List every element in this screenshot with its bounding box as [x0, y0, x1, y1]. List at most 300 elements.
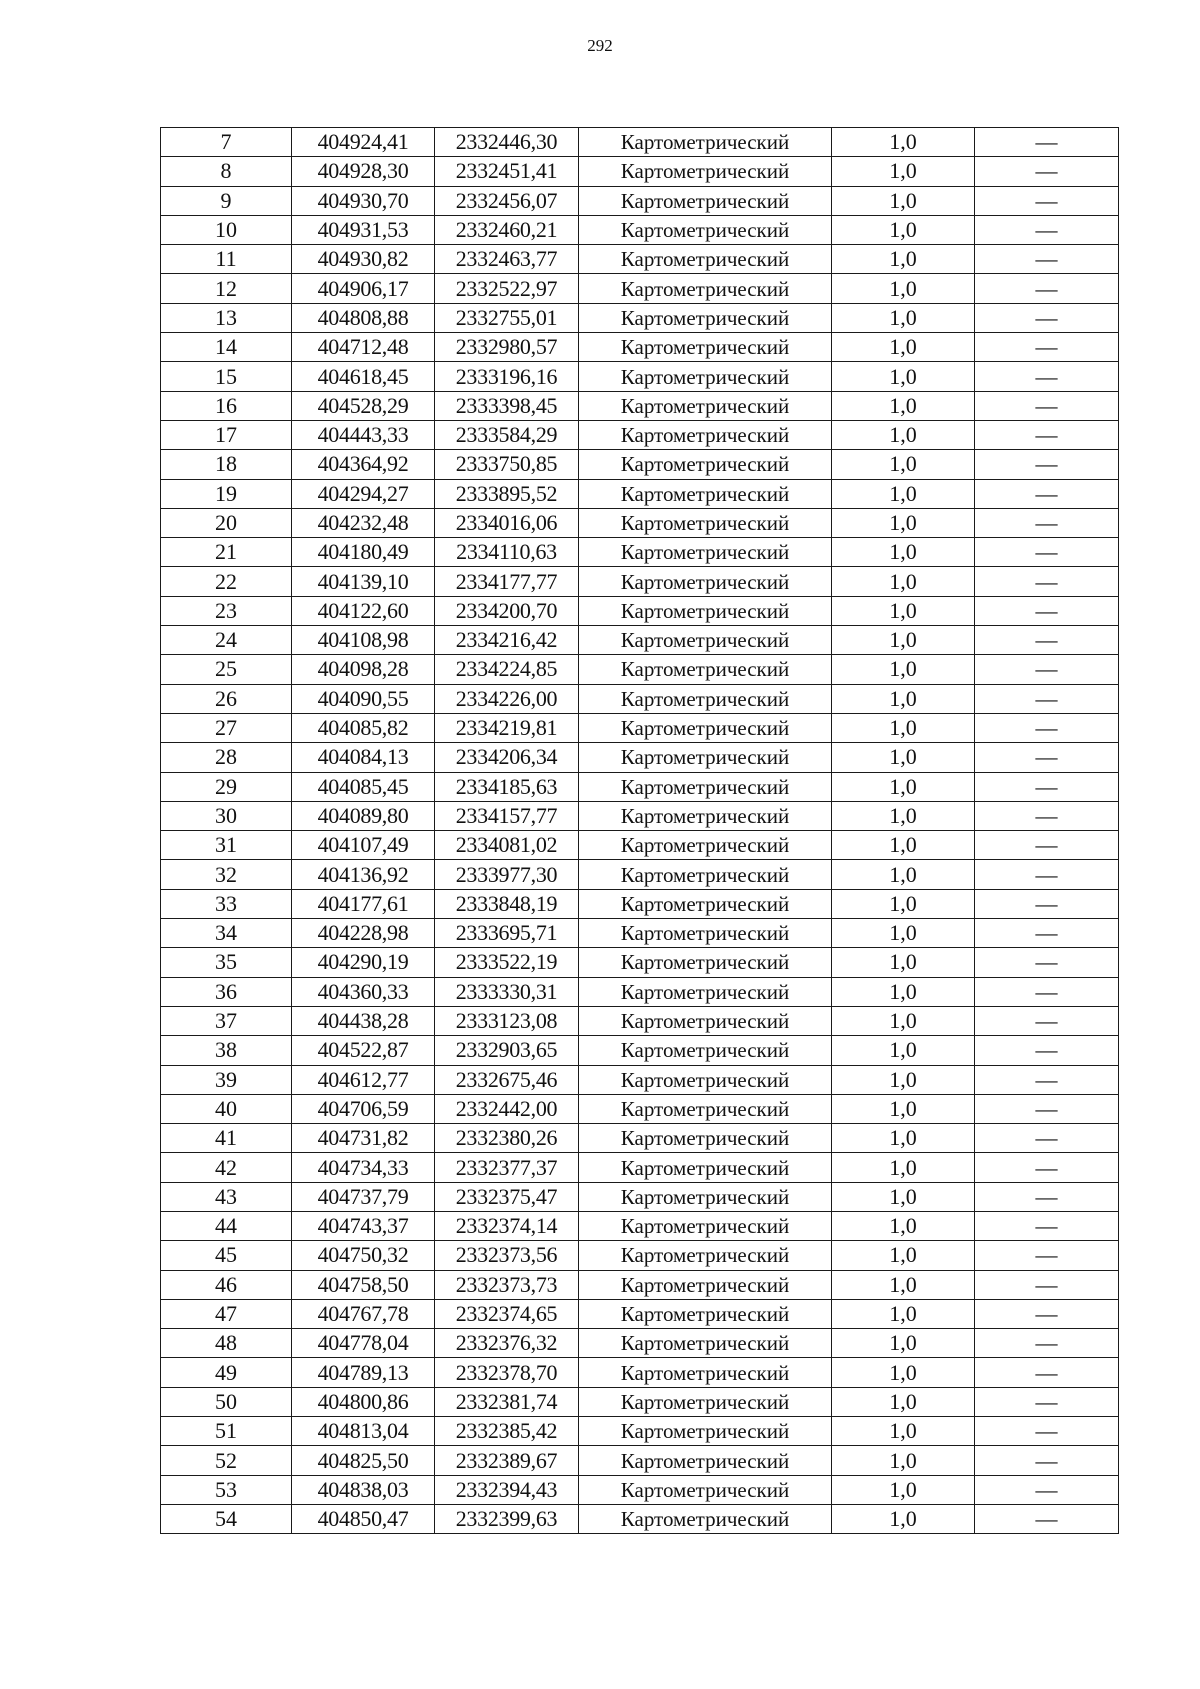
y-coordinate-cell: 2333848,19 — [435, 889, 579, 918]
y-coordinate-cell: 2333398,45 — [435, 391, 579, 420]
accuracy-cell: 1,0 — [832, 1241, 975, 1270]
accuracy-cell: 1,0 — [832, 420, 975, 449]
table-row — [161, 1241, 1119, 1270]
accuracy-cell: 1,0 — [832, 1182, 975, 1211]
x-coordinate-cell: 404085,82 — [292, 713, 435, 742]
accuracy-cell: 1,0 — [832, 801, 975, 830]
point-number-cell: 22 — [161, 567, 292, 596]
point-number-cell: 39 — [161, 1065, 292, 1094]
method-cell: Картометрический — [579, 1387, 832, 1416]
point-number-cell: 7 — [161, 128, 292, 157]
x-coordinate-cell: 404528,29 — [292, 391, 435, 420]
description-cell: — — [975, 157, 1119, 186]
method-cell: Картометрический — [579, 1211, 832, 1240]
accuracy-cell: 1,0 — [832, 538, 975, 567]
y-coordinate-cell: 2332380,26 — [435, 1124, 579, 1153]
accuracy-cell: 1,0 — [832, 479, 975, 508]
accuracy-cell: 1,0 — [832, 626, 975, 655]
method-cell: Картометрический — [579, 157, 832, 186]
accuracy-cell: 1,0 — [832, 1211, 975, 1240]
method-cell: Картометрический — [579, 333, 832, 362]
accuracy-cell: 1,0 — [832, 1446, 975, 1475]
accuracy-cell: 1,0 — [832, 333, 975, 362]
x-coordinate-cell: 404364,92 — [292, 450, 435, 479]
coordinates-table-body — [161, 128, 1119, 1534]
x-coordinate-cell: 404734,33 — [292, 1153, 435, 1182]
description-cell: — — [975, 1006, 1119, 1035]
method-cell: Картометрический — [579, 919, 832, 948]
accuracy-cell: 1,0 — [832, 567, 975, 596]
method-cell: Картометрический — [579, 274, 832, 303]
point-number-cell: 52 — [161, 1446, 292, 1475]
point-number-cell: 37 — [161, 1006, 292, 1035]
point-number-cell: 31 — [161, 831, 292, 860]
x-coordinate-cell: 404136,92 — [292, 860, 435, 889]
point-number-cell: 46 — [161, 1270, 292, 1299]
point-number-cell: 44 — [161, 1211, 292, 1240]
y-coordinate-cell: 2334200,70 — [435, 596, 579, 625]
x-coordinate-cell: 404090,55 — [292, 684, 435, 713]
table-row — [161, 626, 1119, 655]
y-coordinate-cell: 2332381,74 — [435, 1387, 579, 1416]
x-coordinate-cell: 404778,04 — [292, 1329, 435, 1358]
table-row — [161, 245, 1119, 274]
description-cell: — — [975, 479, 1119, 508]
y-coordinate-cell: 2332463,77 — [435, 245, 579, 274]
method-cell: Картометрический — [579, 567, 832, 596]
accuracy-cell: 1,0 — [832, 1124, 975, 1153]
description-cell: — — [975, 860, 1119, 889]
table-row — [161, 1036, 1119, 1065]
description-cell: — — [975, 948, 1119, 977]
method-cell: Картометрический — [579, 245, 832, 274]
method-cell: Картометрический — [579, 1358, 832, 1387]
point-number-cell: 9 — [161, 186, 292, 215]
x-coordinate-cell: 404232,48 — [292, 508, 435, 537]
accuracy-cell: 1,0 — [832, 1329, 975, 1358]
table-row — [161, 1387, 1119, 1416]
x-coordinate-cell: 404743,37 — [292, 1211, 435, 1240]
point-number-cell: 36 — [161, 977, 292, 1006]
point-number-cell: 48 — [161, 1329, 292, 1358]
table-row — [161, 1504, 1119, 1533]
coordinates-table — [160, 127, 1119, 1534]
y-coordinate-cell: 2332374,14 — [435, 1211, 579, 1240]
description-cell: — — [975, 772, 1119, 801]
x-coordinate-cell: 404731,82 — [292, 1124, 435, 1153]
x-coordinate-cell: 404180,49 — [292, 538, 435, 567]
x-coordinate-cell: 404706,59 — [292, 1094, 435, 1123]
x-coordinate-cell: 404850,47 — [292, 1504, 435, 1533]
point-number-cell: 24 — [161, 626, 292, 655]
accuracy-cell: 1,0 — [832, 1153, 975, 1182]
x-coordinate-cell: 404177,61 — [292, 889, 435, 918]
point-number-cell: 10 — [161, 215, 292, 244]
accuracy-cell: 1,0 — [832, 186, 975, 215]
point-number-cell: 38 — [161, 1036, 292, 1065]
method-cell: Картометрический — [579, 1006, 832, 1035]
accuracy-cell: 1,0 — [832, 157, 975, 186]
point-number-cell: 19 — [161, 479, 292, 508]
table-row — [161, 274, 1119, 303]
description-cell: — — [975, 713, 1119, 742]
x-coordinate-cell: 404825,50 — [292, 1446, 435, 1475]
y-coordinate-cell: 2332375,47 — [435, 1182, 579, 1211]
description-cell: — — [975, 1124, 1119, 1153]
method-cell: Картометрический — [579, 508, 832, 537]
point-number-cell: 16 — [161, 391, 292, 420]
table-row — [161, 1065, 1119, 1094]
x-coordinate-cell: 404928,30 — [292, 157, 435, 186]
description-cell: — — [975, 391, 1119, 420]
table-row — [161, 1270, 1119, 1299]
table-row — [161, 538, 1119, 567]
table-row — [161, 889, 1119, 918]
table-row — [161, 1446, 1119, 1475]
y-coordinate-cell: 2332442,00 — [435, 1094, 579, 1123]
accuracy-cell: 1,0 — [832, 1417, 975, 1446]
point-number-cell: 50 — [161, 1387, 292, 1416]
x-coordinate-cell: 404618,45 — [292, 362, 435, 391]
y-coordinate-cell: 2332377,37 — [435, 1153, 579, 1182]
x-coordinate-cell: 404290,19 — [292, 948, 435, 977]
point-number-cell: 26 — [161, 684, 292, 713]
accuracy-cell: 1,0 — [832, 303, 975, 332]
method-cell: Картометрический — [579, 303, 832, 332]
method-cell: Картометрический — [579, 977, 832, 1006]
table-row — [161, 1094, 1119, 1123]
table-row — [161, 1299, 1119, 1328]
table-row — [161, 1329, 1119, 1358]
method-cell: Картометрический — [579, 1299, 832, 1328]
point-number-cell: 51 — [161, 1417, 292, 1446]
accuracy-cell: 1,0 — [832, 977, 975, 1006]
description-cell: — — [975, 743, 1119, 772]
y-coordinate-cell: 2332456,07 — [435, 186, 579, 215]
method-cell: Картометрический — [579, 538, 832, 567]
table-row — [161, 186, 1119, 215]
y-coordinate-cell: 2334157,77 — [435, 801, 579, 830]
accuracy-cell: 1,0 — [832, 1387, 975, 1416]
x-coordinate-cell: 404228,98 — [292, 919, 435, 948]
table-row — [161, 1182, 1119, 1211]
method-cell: Картометрический — [579, 450, 832, 479]
description-cell: — — [975, 1270, 1119, 1299]
method-cell: Картометрический — [579, 186, 832, 215]
table-row — [161, 333, 1119, 362]
accuracy-cell: 1,0 — [832, 1475, 975, 1504]
table-row — [161, 391, 1119, 420]
description-cell: — — [975, 596, 1119, 625]
table-row — [161, 919, 1119, 948]
point-number-cell: 47 — [161, 1299, 292, 1328]
description-cell: — — [975, 1153, 1119, 1182]
accuracy-cell: 1,0 — [832, 1036, 975, 1065]
description-cell: — — [975, 303, 1119, 332]
y-coordinate-cell: 2332460,21 — [435, 215, 579, 244]
y-coordinate-cell: 2334110,63 — [435, 538, 579, 567]
point-number-cell: 33 — [161, 889, 292, 918]
description-cell: — — [975, 508, 1119, 537]
accuracy-cell: 1,0 — [832, 919, 975, 948]
table-row — [161, 1417, 1119, 1446]
description-cell: — — [975, 215, 1119, 244]
x-coordinate-cell: 404931,53 — [292, 215, 435, 244]
accuracy-cell: 1,0 — [832, 1504, 975, 1533]
accuracy-cell: 1,0 — [832, 450, 975, 479]
table-row — [161, 420, 1119, 449]
point-number-cell: 34 — [161, 919, 292, 948]
method-cell: Картометрический — [579, 1124, 832, 1153]
method-cell: Картометрический — [579, 1270, 832, 1299]
y-coordinate-cell: 2334177,77 — [435, 567, 579, 596]
description-cell: — — [975, 538, 1119, 567]
y-coordinate-cell: 2332522,97 — [435, 274, 579, 303]
y-coordinate-cell: 2334016,06 — [435, 508, 579, 537]
method-cell: Картометрический — [579, 1329, 832, 1358]
y-coordinate-cell: 2333977,30 — [435, 860, 579, 889]
y-coordinate-cell: 2332980,57 — [435, 333, 579, 362]
y-coordinate-cell: 2332378,70 — [435, 1358, 579, 1387]
method-cell: Картометрический — [579, 655, 832, 684]
point-number-cell: 25 — [161, 655, 292, 684]
description-cell: — — [975, 450, 1119, 479]
method-cell: Картометрический — [579, 420, 832, 449]
y-coordinate-cell: 2333330,31 — [435, 977, 579, 1006]
accuracy-cell: 1,0 — [832, 860, 975, 889]
y-coordinate-cell: 2332675,46 — [435, 1065, 579, 1094]
method-cell: Картометрический — [579, 1094, 832, 1123]
method-cell: Картометрический — [579, 596, 832, 625]
x-coordinate-cell: 404084,13 — [292, 743, 435, 772]
table-row — [161, 831, 1119, 860]
table-row — [161, 362, 1119, 391]
y-coordinate-cell: 2332399,63 — [435, 1504, 579, 1533]
x-coordinate-cell: 404930,82 — [292, 245, 435, 274]
table-row — [161, 772, 1119, 801]
table-row — [161, 215, 1119, 244]
x-coordinate-cell: 404930,70 — [292, 186, 435, 215]
point-number-cell: 21 — [161, 538, 292, 567]
x-coordinate-cell: 404360,33 — [292, 977, 435, 1006]
point-number-cell: 8 — [161, 157, 292, 186]
table-row — [161, 1358, 1119, 1387]
y-coordinate-cell: 2334219,81 — [435, 713, 579, 742]
point-number-cell: 45 — [161, 1241, 292, 1270]
x-coordinate-cell: 404522,87 — [292, 1036, 435, 1065]
x-coordinate-cell: 404612,77 — [292, 1065, 435, 1094]
description-cell: — — [975, 1475, 1119, 1504]
method-cell: Картометрический — [579, 801, 832, 830]
accuracy-cell: 1,0 — [832, 274, 975, 303]
table-row — [161, 655, 1119, 684]
accuracy-cell: 1,0 — [832, 684, 975, 713]
description-cell: — — [975, 977, 1119, 1006]
x-coordinate-cell: 404737,79 — [292, 1182, 435, 1211]
y-coordinate-cell: 2333750,85 — [435, 450, 579, 479]
table-row — [161, 948, 1119, 977]
x-coordinate-cell: 404924,41 — [292, 128, 435, 157]
description-cell: — — [975, 333, 1119, 362]
accuracy-cell: 1,0 — [832, 1094, 975, 1123]
point-number-cell: 49 — [161, 1358, 292, 1387]
method-cell: Картометрический — [579, 1446, 832, 1475]
table-row — [161, 1124, 1119, 1153]
x-coordinate-cell: 404767,78 — [292, 1299, 435, 1328]
accuracy-cell: 1,0 — [832, 1358, 975, 1387]
x-coordinate-cell: 404108,98 — [292, 626, 435, 655]
table-row — [161, 713, 1119, 742]
method-cell: Картометрический — [579, 391, 832, 420]
description-cell: — — [975, 420, 1119, 449]
table-row — [161, 684, 1119, 713]
description-cell: — — [975, 245, 1119, 274]
method-cell: Картометрический — [579, 1417, 832, 1446]
point-number-cell: 54 — [161, 1504, 292, 1533]
x-coordinate-cell: 404107,49 — [292, 831, 435, 860]
description-cell: — — [975, 626, 1119, 655]
x-coordinate-cell: 404838,03 — [292, 1475, 435, 1504]
description-cell: — — [975, 1387, 1119, 1416]
accuracy-cell: 1,0 — [832, 743, 975, 772]
accuracy-cell: 1,0 — [832, 831, 975, 860]
description-cell: — — [975, 1065, 1119, 1094]
accuracy-cell: 1,0 — [832, 1299, 975, 1328]
table-row — [161, 1475, 1119, 1504]
table-row — [161, 128, 1119, 157]
accuracy-cell: 1,0 — [832, 508, 975, 537]
accuracy-cell: 1,0 — [832, 948, 975, 977]
accuracy-cell: 1,0 — [832, 889, 975, 918]
point-number-cell: 42 — [161, 1153, 292, 1182]
x-coordinate-cell: 404438,28 — [292, 1006, 435, 1035]
method-cell: Картометрический — [579, 128, 832, 157]
table-row — [161, 479, 1119, 508]
point-number-cell: 23 — [161, 596, 292, 625]
point-number-cell: 11 — [161, 245, 292, 274]
method-cell: Картометрический — [579, 1182, 832, 1211]
method-cell: Картометрический — [579, 1065, 832, 1094]
point-number-cell: 32 — [161, 860, 292, 889]
point-number-cell: 15 — [161, 362, 292, 391]
method-cell: Картометрический — [579, 1153, 832, 1182]
description-cell: — — [975, 919, 1119, 948]
point-number-cell: 28 — [161, 743, 292, 772]
accuracy-cell: 1,0 — [832, 245, 975, 274]
x-coordinate-cell: 404906,17 — [292, 274, 435, 303]
description-cell: — — [975, 1358, 1119, 1387]
accuracy-cell: 1,0 — [832, 215, 975, 244]
x-coordinate-cell: 404139,10 — [292, 567, 435, 596]
y-coordinate-cell: 2332374,65 — [435, 1299, 579, 1328]
method-cell: Картометрический — [579, 713, 832, 742]
method-cell: Картометрический — [579, 889, 832, 918]
table-row — [161, 743, 1119, 772]
description-cell: — — [975, 274, 1119, 303]
y-coordinate-cell: 2334206,34 — [435, 743, 579, 772]
description-cell: — — [975, 831, 1119, 860]
point-number-cell: 41 — [161, 1124, 292, 1153]
description-cell: — — [975, 1211, 1119, 1240]
description-cell: — — [975, 1299, 1119, 1328]
description-cell: — — [975, 1241, 1119, 1270]
accuracy-cell: 1,0 — [832, 713, 975, 742]
method-cell: Картометрический — [579, 215, 832, 244]
description-cell: — — [975, 1182, 1119, 1211]
description-cell: — — [975, 1094, 1119, 1123]
accuracy-cell: 1,0 — [832, 391, 975, 420]
y-coordinate-cell: 2332755,01 — [435, 303, 579, 332]
method-cell: Картометрический — [579, 362, 832, 391]
description-cell: — — [975, 889, 1119, 918]
point-number-cell: 14 — [161, 333, 292, 362]
x-coordinate-cell: 404789,13 — [292, 1358, 435, 1387]
table-row — [161, 508, 1119, 537]
y-coordinate-cell: 2334226,00 — [435, 684, 579, 713]
accuracy-cell: 1,0 — [832, 362, 975, 391]
method-cell: Картометрический — [579, 684, 832, 713]
point-number-cell: 13 — [161, 303, 292, 332]
description-cell: — — [975, 1504, 1119, 1533]
y-coordinate-cell: 2332389,67 — [435, 1446, 579, 1475]
description-cell: — — [975, 801, 1119, 830]
point-number-cell: 40 — [161, 1094, 292, 1123]
description-cell: — — [975, 362, 1119, 391]
page-number: 292 — [587, 36, 613, 55]
table-row — [161, 450, 1119, 479]
x-coordinate-cell: 404294,27 — [292, 479, 435, 508]
method-cell: Картометрический — [579, 626, 832, 655]
x-coordinate-cell: 404098,28 — [292, 655, 435, 684]
y-coordinate-cell: 2333584,29 — [435, 420, 579, 449]
description-cell: — — [975, 567, 1119, 596]
point-number-cell: 12 — [161, 274, 292, 303]
y-coordinate-cell: 2332373,56 — [435, 1241, 579, 1270]
x-coordinate-cell: 404758,50 — [292, 1270, 435, 1299]
y-coordinate-cell: 2333695,71 — [435, 919, 579, 948]
y-coordinate-cell: 2332903,65 — [435, 1036, 579, 1065]
x-coordinate-cell: 404089,80 — [292, 801, 435, 830]
accuracy-cell: 1,0 — [832, 772, 975, 801]
method-cell: Картометрический — [579, 1036, 832, 1065]
description-cell: — — [975, 128, 1119, 157]
point-number-cell: 20 — [161, 508, 292, 537]
description-cell: — — [975, 655, 1119, 684]
description-cell: — — [975, 1446, 1119, 1475]
method-cell: Картометрический — [579, 948, 832, 977]
x-coordinate-cell: 404808,88 — [292, 303, 435, 332]
y-coordinate-cell: 2333522,19 — [435, 948, 579, 977]
x-coordinate-cell: 404122,60 — [292, 596, 435, 625]
point-number-cell: 30 — [161, 801, 292, 830]
method-cell: Картометрический — [579, 831, 832, 860]
table-row — [161, 1006, 1119, 1035]
description-cell: — — [975, 1036, 1119, 1065]
method-cell: Картометрический — [579, 1504, 832, 1533]
point-number-cell: 27 — [161, 713, 292, 742]
x-coordinate-cell: 404712,48 — [292, 333, 435, 362]
point-number-cell: 17 — [161, 420, 292, 449]
method-cell: Картометрический — [579, 860, 832, 889]
method-cell: Картометрический — [579, 743, 832, 772]
table-row — [161, 157, 1119, 186]
method-cell: Картометрический — [579, 479, 832, 508]
description-cell: — — [975, 1417, 1119, 1446]
y-coordinate-cell: 2332376,32 — [435, 1329, 579, 1358]
point-number-cell: 43 — [161, 1182, 292, 1211]
table-row — [161, 303, 1119, 332]
accuracy-cell: 1,0 — [832, 128, 975, 157]
